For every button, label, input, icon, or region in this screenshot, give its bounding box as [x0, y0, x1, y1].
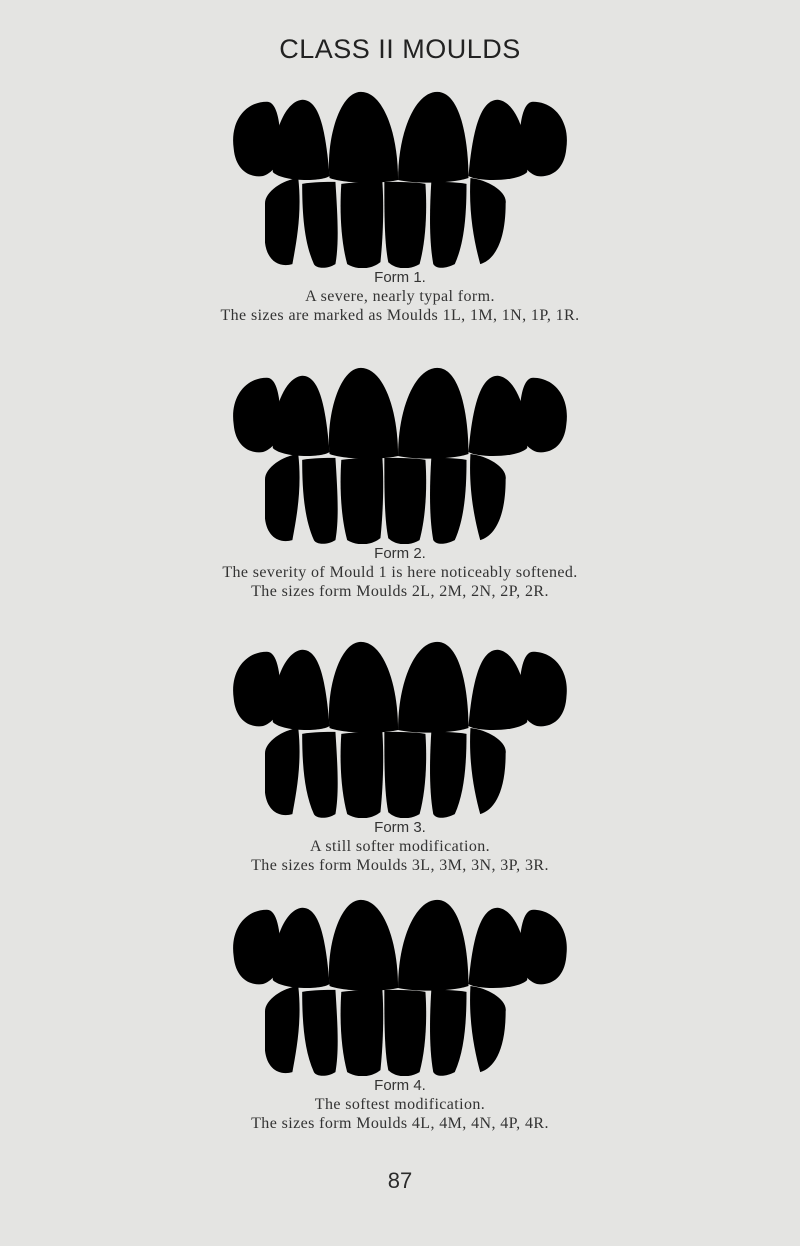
form-1-name: Form 1.: [374, 269, 426, 286]
form-3-name: Form 3.: [374, 819, 426, 836]
page-number: 87: [387, 1168, 413, 1193]
form-3-teeth-illustration: [200, 638, 600, 818]
form-2-name: Form 2.: [374, 545, 426, 562]
form-4-sizes: The sizes form Moulds 4L, 4M, 4N, 4P, 4R.: [251, 1115, 549, 1132]
form-2-description: The severity of Mould 1 is here noticeably softened.: [222, 564, 578, 581]
form-4-teeth-illustration: [200, 896, 600, 1076]
form-3-block: [0, 638, 800, 875]
form-1-sizes: The sizes are marked as Moulds 1L, 1M, 1N, 1P, 1R.: [220, 307, 580, 324]
form-2-teeth-illustration: [200, 364, 600, 544]
page-title: CLASS II MOULDS: [279, 34, 521, 64]
form-2-block: [0, 364, 800, 601]
form-1-block: [0, 88, 800, 325]
form-3-sizes: The sizes form Moulds 3L, 3M, 3N, 3P, 3R.: [251, 857, 549, 874]
form-4-name: Form 4.: [374, 1077, 426, 1094]
form-1-description: A severe, nearly typal form.: [305, 288, 495, 305]
form-4-description: The softest modification.: [314, 1096, 486, 1113]
form-2-sizes: The sizes form Moulds 2L, 2M, 2N, 2P, 2R.: [251, 583, 549, 600]
form-3-description: A still softer modification.: [309, 838, 491, 855]
form-4-block: [0, 896, 800, 1133]
form-1-teeth-illustration: [200, 88, 600, 268]
